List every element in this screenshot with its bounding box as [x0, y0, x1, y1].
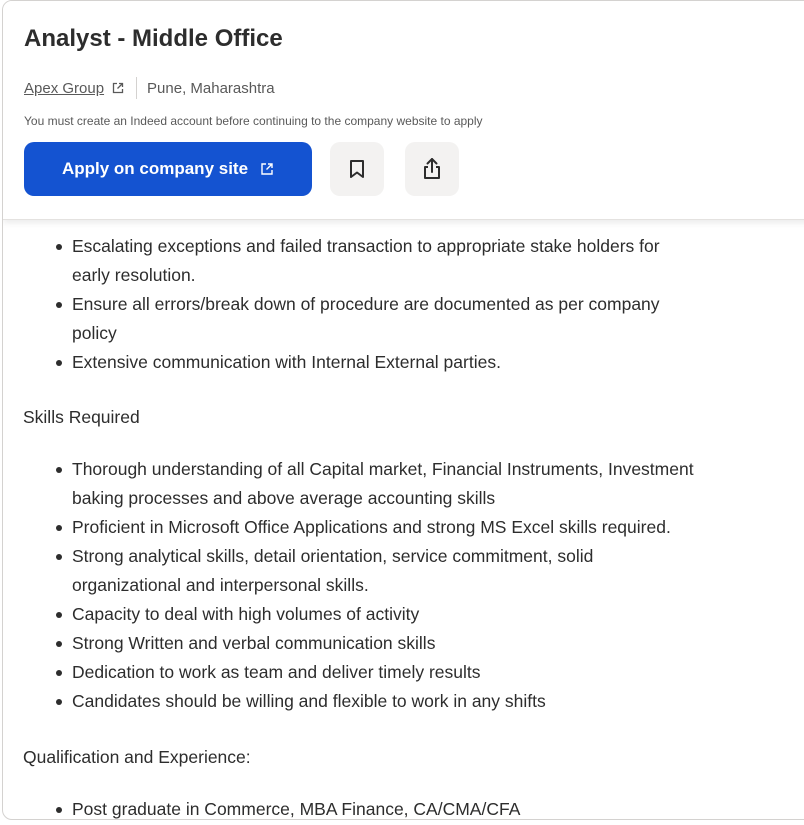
company-row — [24, 77, 275, 99]
list-item: Escalating exceptions and failed transaction to appropriate stake holders for early resolution. — [72, 232, 660, 290]
list-item: Proficient in Microsoft Office Applications and strong MS Excel skills required. — [72, 513, 694, 542]
external-link-icon — [260, 162, 274, 176]
skills-heading: Skills Required — [23, 407, 140, 427]
company-link[interactable] — [24, 80, 104, 97]
bookmark-icon — [349, 159, 365, 179]
list-item: Dedication to work as team and deliver timely results — [72, 658, 694, 687]
list-item: Post graduate in Commerce, MBA Finance, CA/CMA/CFA — [72, 795, 520, 820]
list-item: Strong Written and verbal communication skills — [72, 629, 694, 658]
company-name: Apex Group — [24, 79, 105, 97]
job-description — [3, 219, 804, 820]
list-item: Thorough understanding of all Capital market, Financial Instruments, Investment baking processes and above average accounting skills — [72, 455, 694, 513]
list-item: Ensure all errors/break down of procedure are documented as per company policy — [72, 290, 660, 348]
skills-list — [3, 455, 694, 716]
share-icon — [422, 157, 442, 181]
list-item: Capacity to deal with high volumes of activity — [72, 600, 694, 629]
apply-button-label: Apply on company site — [61, 159, 249, 178]
qualifications-list — [3, 795, 520, 820]
list-item: Extensive communication with Internal External parties. — [72, 348, 660, 377]
share-job-button[interactable] — [405, 142, 459, 196]
job-details-card — [2, 0, 804, 820]
account-notice: You must create an Indeed account before continuing to the company website to apply — [24, 114, 483, 128]
list-item: Candidates should be willing and flexible to work in any shifts — [72, 687, 694, 716]
external-link-icon[interactable] — [112, 82, 124, 94]
divider — [136, 77, 137, 99]
job-header — [3, 1, 804, 220]
qualification-heading: Qualification and Experience: — [23, 747, 251, 767]
save-job-button[interactable] — [330, 142, 384, 196]
job-title: Analyst - Middle Office — [24, 25, 283, 52]
responsibilities-list — [3, 232, 660, 377]
apply-button[interactable] — [24, 142, 312, 196]
job-location: Pune, Maharashtra — [147, 79, 275, 97]
list-item: Strong analytical skills, detail orientation, service commitment, solid organizational and interpersonal skills. — [72, 542, 694, 600]
